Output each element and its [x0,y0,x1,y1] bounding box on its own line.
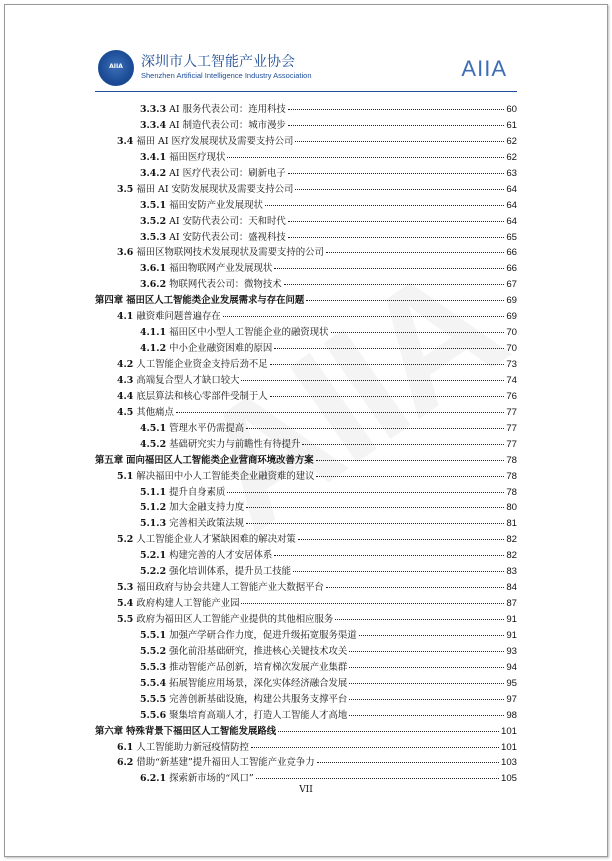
toc-entry[interactable] [95,500,517,516]
toc-entry[interactable] [95,532,517,548]
toc-entry-title: 福田区人工智能类企业发展需求与存在问题 [126,295,305,307]
toc-entry-page: 81 [506,518,517,530]
toc-entry-page: 78 [506,454,517,466]
toc-entry-title: 福田医疗现状 [169,151,226,163]
toc-entry-title: 政府为福田区人工智能产业提供的其他相应服务 [136,614,334,625]
toc-entry[interactable] [95,755,517,771]
toc-entry-page: 77 [506,406,517,418]
toc-leader-dots [241,380,504,381]
toc-entry-page: 76 [506,390,517,402]
toc-leader-dots [302,444,504,445]
toc-leader-dots [349,667,504,668]
header-divider [95,91,517,92]
toc-entry-page: 87 [506,598,517,610]
toc-entry[interactable] [95,660,517,676]
toc-entry-title: 福田安防产业发展现状 [169,199,263,211]
toc-entry-number: 5.5.2 [140,645,167,657]
toc-entry[interactable] [95,612,517,628]
toc-entry-page: 82 [506,550,517,562]
toc-entry-page: 62 [506,151,517,163]
toc-entry-title: AI 医疗代表公司：刷新电子 [169,167,286,179]
toc-entry-number: 3.3.3 [140,104,167,115]
toc-leader-dots [331,332,505,333]
toc-entry-page: 101 [500,725,517,737]
toc-entry-page: 60 [506,104,517,115]
toc-entry-page: 93 [506,645,517,657]
toc-entry[interactable] [95,309,517,325]
toc-entry[interactable] [95,198,517,214]
toc-leader-dots [316,476,504,477]
toc-entry-page: 91 [506,614,517,625]
toc-entry-title: AI 服务代表公司：连用科技 [169,104,286,115]
toc-entry-page: 70 [506,343,517,355]
toc-entry-number: 5.1.2 [140,502,167,514]
toc-entry-number: 5.5.4 [140,677,167,689]
toc-entry[interactable] [95,548,517,564]
toc-entry-title: 人工智能企业人才紧缺困难的解决对策 [136,534,296,546]
toc-entry-title: 完善相关政策法规 [169,518,245,530]
brand-label: AIIA [461,56,507,81]
toc-leader-dots [317,762,499,763]
toc-entry-page: 78 [506,486,517,498]
toc-entry[interactable] [95,373,517,389]
toc-leader-dots [288,173,505,174]
page-number: VII [299,785,313,795]
toc-leader-dots [284,284,505,285]
toc-leader-dots [326,587,505,588]
toc-entry-number: 5.5.6 [140,709,167,721]
toc-entry-title: 面向福田区人工智能类企业营商环境改善方案 [126,454,314,466]
toc-entry-title: 融资难问题普遍存在 [136,311,221,323]
toc-entry-page: 62 [506,135,517,147]
toc-entry-number: 4.3 [117,374,134,386]
toc-entry-title: 福田政府与协会共建人工智能产业大数据平台 [136,582,324,594]
toc-entry-number: 4.4 [117,390,134,402]
toc-leader-dots [246,523,504,524]
toc-entry-page: 69 [506,295,517,307]
toc-entry-title: 福田 AI 医疗发展现状及需要支持公司 [136,135,294,147]
toc-entry-number: 5.5.1 [140,629,167,641]
toc-entry[interactable] [95,740,517,756]
logo-text: AIIA [109,63,123,70]
toc-entry-title: 福田物联网产业发展现状 [169,263,273,275]
toc-leader-dots [241,603,504,604]
org-name-en: Shenzhen Artificial Intelligence Industry Association [141,71,312,80]
org-name-cn: 深圳市人工智能产业协会 [141,54,295,70]
toc-entry-title: 其他痛点 [136,406,174,418]
toc-entry-title: 完善创新基础设施，构建公共服务支撑平台 [169,693,348,705]
toc-entry[interactable] [95,166,517,182]
toc-entry-title: 强化前沿基础研究，推进核心关键技术攻关 [169,645,348,657]
toc-entry-number: 3.4 [117,135,134,147]
toc-leader-dots [326,252,505,253]
association-logo-icon [98,50,134,86]
toc-leader-dots [223,316,505,317]
toc-entry-page: 97 [506,693,517,705]
toc-entry-number: 4.1.2 [140,343,167,355]
toc-leader-dots [349,651,504,652]
toc-entry-title: 提升自身素质 [169,486,226,498]
toc-entry-number: 3.4.1 [140,151,167,163]
toc-entry-number: 3.3.4 [140,119,167,131]
toc-entry[interactable] [95,214,517,230]
toc-chapter-entry[interactable] [95,293,517,309]
toc-entry-number: 5.5.3 [140,661,167,673]
toc-leader-dots [288,125,505,126]
toc-entry-title: 加强产学研合作力度，促进升级拓宽服务渠道 [169,629,357,641]
toc-entry[interactable] [95,676,517,692]
toc-entry-number: 5.2.2 [140,566,167,578]
toc-entry-title: 加大金融支持力度 [169,502,245,514]
toc-entry-number: 5.5.5 [140,693,167,705]
toc-entry-number: 3.5.2 [140,215,167,227]
toc-leader-dots [251,747,499,748]
toc-entry-title: 聚集培育高端人才，打造人工智能人才高地 [169,709,348,721]
toc-entry-number: 5.1 [117,470,134,482]
toc-entry[interactable] [95,277,517,293]
toc-entry-number: 6.2 [117,757,134,769]
toc-entry[interactable] [95,405,517,421]
toc-entry[interactable] [95,325,517,341]
toc-entry-number: 3.6.1 [140,263,167,275]
toc-entry-page: 82 [506,534,517,546]
toc-entry[interactable] [95,437,517,453]
toc-leader-dots [176,412,505,413]
toc-entry[interactable] [95,564,517,580]
toc-entry[interactable] [95,182,517,198]
toc-entry-title: 拓展智能应用场景，深化实体经济融合发展 [169,677,348,689]
toc-entry-title: AI 安防代表公司：盛视科技 [169,231,286,243]
toc-entry-page: 78 [506,470,517,482]
toc-entry[interactable] [95,421,517,437]
toc-leader-dots [274,268,504,269]
toc-entry-number: 5.2.1 [140,550,167,562]
toc-entry-number: 5.1.1 [140,486,167,498]
toc-entry-title: 探索新市场的“风口” [169,773,254,785]
toc-entry-title: 基础研究实力与前瞻性有待提升 [169,438,301,450]
toc-entry[interactable] [95,708,517,724]
toc-chapter-entry[interactable] [95,453,517,469]
toc-entry-title: 管理水平仍需提高 [169,422,245,434]
toc-entry-number: 4.2 [117,359,134,370]
toc-entry-page: 77 [506,422,517,434]
toc-leader-dots [274,555,504,556]
toc-entry-number: 3.6 [117,247,134,259]
toc-leader-dots [288,109,505,110]
toc-entry-number: 第五章 [95,454,124,466]
toc-entry-title: 福田 AI 安防发展现状及需要支持公司 [136,183,294,195]
toc-leader-dots [359,635,505,636]
toc-entry-number: 4.1.1 [140,327,167,339]
toc-entry-page: 65 [506,231,517,243]
toc-leader-dots [349,683,504,684]
toc-entry-page: 64 [506,215,517,227]
toc-entry-page: 80 [506,502,517,514]
toc-entry-page: 95 [506,677,517,689]
toc-entry-number: 6.1 [117,741,134,753]
toc-entry[interactable] [95,118,517,134]
toc-leader-dots [295,189,504,190]
toc-entry-page: 61 [506,119,517,131]
toc-leader-dots [288,237,505,238]
toc-entry-title: 解决福田中小人工智能类企业融资难的建议 [136,470,315,482]
toc-entry-page: 69 [506,311,517,323]
toc-entry-number: 5.5 [117,614,134,625]
toc-entry[interactable] [95,134,517,150]
toc-entry-number: 6.2.1 [140,773,167,785]
toc-entry-title: 推动智能产品创新，培育梯次发展产业集群 [169,661,348,673]
toc-entry-page: 103 [500,757,517,769]
toc-entry-number: 5.3 [117,582,134,594]
toc-leader-dots [246,507,504,508]
toc-entry-title: 底层算法和核心零部件受制于人 [136,390,268,402]
toc-entry-number: 3.4.2 [140,167,167,179]
toc-entry-title: 政府构建人工智能产业园 [136,598,240,610]
toc-entry-page: 94 [506,661,517,673]
toc-entry[interactable] [95,357,517,373]
toc-leader-dots [270,396,505,397]
toc-leader-dots [293,571,504,572]
toc-entry[interactable] [95,389,517,405]
toc-entry-number: 第四章 [95,295,124,307]
toc-entry-title: 人工智能助力新冠疫情防控 [136,741,249,753]
toc-leader-dots [227,492,504,493]
toc-entry-title: 高端复合型人才缺口较大 [136,374,240,386]
toc-entry-title: AI 制造代表公司：城市漫步 [169,119,286,131]
toc-entry[interactable] [95,516,517,532]
toc-entry-title: 人工智能企业资金支持后劲不足 [136,359,268,370]
toc-entry-number: 3.6.2 [140,279,167,291]
toc-entry[interactable] [95,245,517,261]
toc-entry-number: 4.5.2 [140,438,167,450]
toc-entry-title: 福田区物联网技术发展现状及需要支持的公司 [136,247,324,259]
toc-entry[interactable] [95,485,517,501]
toc-leader-dots [227,157,504,158]
toc-entry-page: 70 [506,327,517,339]
toc-entry-page: 63 [506,167,517,179]
toc-entry[interactable] [95,469,517,485]
toc-leader-dots [335,619,504,620]
toc-entry-title: 物联网代表公司：微物技术 [169,279,282,291]
toc-entry-number: 3.5.1 [140,199,167,211]
toc-entry[interactable] [95,261,517,277]
toc-leader-dots [274,348,504,349]
toc-entry-number: 第六章 [95,725,124,737]
toc-entry-page: 101 [500,741,517,753]
toc-entry[interactable] [95,341,517,357]
toc-entry-page: 84 [506,582,517,594]
toc-leader-dots [265,205,504,206]
toc-entry-number: 3.5 [117,183,134,195]
toc-entry[interactable] [95,102,517,118]
toc-entry-title: 借助“新基建”提升福田人工智能产业竞争力 [136,757,315,769]
toc-entry[interactable] [95,150,517,166]
toc-leader-dots [288,221,505,222]
toc-entry-page: 66 [506,263,517,275]
toc-entry[interactable] [95,580,517,596]
toc-leader-dots [246,428,504,429]
toc-leader-dots [349,699,504,700]
toc-leader-dots [349,715,504,716]
toc-entry-page: 73 [506,359,517,370]
toc-leader-dots [298,539,505,540]
toc-leader-dots [270,364,505,365]
toc-entry-number: 4.5 [117,406,134,418]
toc-leader-dots [256,778,499,779]
toc-entry[interactable] [95,644,517,660]
toc-entry-number: 4.1 [117,311,134,323]
toc-entry-page: 98 [506,709,517,721]
toc-entry-page: 83 [506,566,517,578]
toc-entry-page: 105 [500,773,517,785]
toc-entry-title: 福田区中小型人工智能企业的融资现状 [169,327,329,339]
toc-entry-title: AI 安防代表公司：天和时代 [169,215,286,227]
toc-entry[interactable] [95,628,517,644]
toc-entry-page: 74 [506,374,517,386]
toc-entry-title: 中小企业融资困难的原因 [169,343,273,355]
table-of-contents [95,102,517,787]
toc-entry-number: 5.1.3 [140,518,167,530]
toc-leader-dots [316,460,505,461]
toc-leader-dots [295,141,504,142]
toc-leader-dots [306,300,504,301]
toc-entry-page: 64 [506,183,517,195]
toc-entry-title: 构建完善的人才安居体系 [169,550,273,562]
toc-entry[interactable] [95,596,517,612]
toc-entry-number: 5.2 [117,534,134,546]
toc-entry-page: 77 [506,438,517,450]
toc-entry-page: 67 [506,279,517,291]
toc-chapter-entry[interactable] [95,724,517,740]
toc-entry-number: 3.5.3 [140,231,167,243]
toc-entry[interactable] [95,692,517,708]
toc-entry[interactable] [95,230,517,246]
toc-entry-title: 特殊背景下福田区人工智能发展路线 [126,725,277,737]
toc-entry-number: 4.5.1 [140,422,167,434]
toc-entry-number: 5.4 [117,598,134,610]
toc-entry-page: 64 [506,199,517,211]
toc-entry-title: 强化培训体系，提升员工技能 [169,566,291,578]
toc-entry-page: 91 [506,629,517,641]
toc-entry-page: 66 [506,247,517,259]
toc-leader-dots [278,731,499,732]
